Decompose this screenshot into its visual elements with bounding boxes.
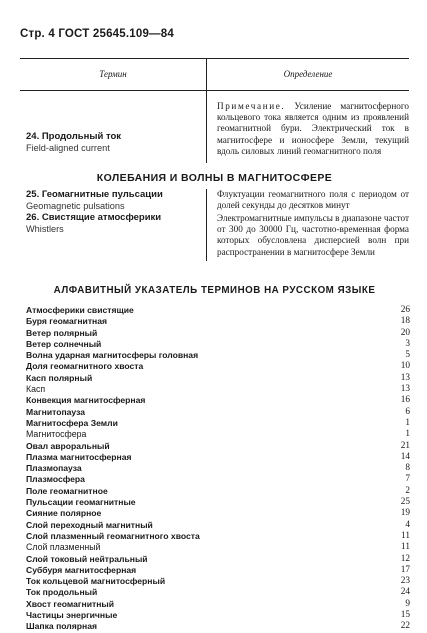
- index-number: 26: [400, 305, 410, 315]
- index-row: [26, 305, 410, 316]
- section-title: КОЛЕБАНИЯ И ВОЛНЫ В МАГНИТОСФЕРЕ: [96, 172, 333, 184]
- index-row: [26, 350, 410, 361]
- index-number: 12: [400, 553, 410, 564]
- column-header-term: Термин: [99, 69, 127, 79]
- index-term: Ветер полярный: [26, 327, 98, 338]
- index-term: Касп полярный: [26, 372, 93, 383]
- index-term: Хвост геомагнитный: [26, 598, 115, 609]
- index-term: Касп: [26, 384, 46, 395]
- index-row: [26, 361, 410, 372]
- index-number: 13: [400, 372, 410, 383]
- index-row: [26, 554, 410, 565]
- index-number: 20: [400, 327, 410, 338]
- page-header: Стр. 4 ГОСТ 25645.109—84: [20, 28, 174, 40]
- index-row: [26, 384, 410, 395]
- index-term: Магнитосфера: [26, 429, 87, 440]
- index-number: 1: [405, 417, 410, 428]
- index-row: [26, 418, 410, 429]
- term-25-ru: 25. Геомагнитные пульсации: [26, 189, 163, 200]
- index-term: Доля геомагнитного хвоста: [26, 361, 144, 372]
- index-term: Буря геомагнитная: [26, 316, 108, 327]
- index-row: [26, 373, 410, 384]
- index-term: Магнитосфера Земли: [26, 417, 118, 428]
- term-25-en: Geomagnetic pulsations: [26, 200, 125, 211]
- index-term: Шапка полярная: [26, 621, 98, 632]
- index-number: 11: [401, 530, 410, 541]
- index-term: Поле геомагнитное: [26, 485, 108, 496]
- index-number: 24: [400, 587, 410, 598]
- table-top-rule: [20, 58, 409, 59]
- index-row: [26, 587, 410, 598]
- alphabetical-index: [26, 305, 410, 633]
- index-number: 10: [400, 361, 410, 372]
- index-number: 2: [405, 485, 410, 496]
- index-number: 17: [400, 564, 410, 575]
- index-term: Овал авроральный: [26, 440, 110, 451]
- index-term: Магнитопауза: [26, 406, 86, 417]
- index-row: [26, 395, 410, 406]
- index-row: [26, 407, 410, 418]
- index-row: [26, 474, 410, 485]
- term-26-ru: 26. Свистящие атмосферики: [26, 212, 162, 223]
- index-term: Плазмопауза: [26, 463, 82, 474]
- index-row: [26, 610, 410, 621]
- definition-26: Электромагнитные импульсы в диапазоне частот от 300 до 30000 Гц, частотно-временная форма которых обусловлена дисперсией волн при распространении в магнитосфере Земли: [217, 213, 409, 257]
- index-row: [26, 599, 410, 610]
- index-term: Плазма магнитосферная: [26, 451, 132, 462]
- index-row: [26, 520, 410, 531]
- index-term: Сияние полярное: [26, 508, 102, 519]
- term-26-en: Whistlers: [26, 223, 64, 234]
- index-row: [26, 531, 410, 542]
- index-number: 21: [400, 440, 410, 451]
- index-row: [26, 463, 410, 474]
- index-term: Атмосферики свистящие: [26, 305, 134, 315]
- index-row: [26, 486, 410, 497]
- index-number: 25: [400, 497, 410, 508]
- index-number: 6: [405, 406, 410, 417]
- index-term: Ветер солнечный: [26, 338, 102, 349]
- index-term: Слой токовый нейтральный: [26, 553, 148, 564]
- index-row: [26, 339, 410, 350]
- index-row: [26, 328, 410, 339]
- index-row: [26, 452, 410, 463]
- index-row: [26, 621, 410, 632]
- index-number: 8: [405, 463, 410, 474]
- terms-table: [20, 58, 409, 283]
- index-term: Ток кольцевой магнитосферный: [26, 576, 166, 587]
- index-number: 16: [400, 395, 410, 406]
- index-row: [26, 576, 410, 587]
- note-lead: Примечание.: [217, 101, 286, 111]
- index-term: Конвекция магнитосферная: [26, 395, 146, 406]
- index-term: Слой плазменный геомагнитного хвоста: [26, 530, 200, 541]
- index-row: [26, 565, 410, 576]
- index-number: 19: [400, 508, 410, 519]
- index-row: [26, 497, 410, 508]
- index-number: 4: [405, 519, 410, 530]
- term-24-ru: 24. Продольный ток: [26, 131, 122, 142]
- index-number: 22: [400, 621, 410, 632]
- index-term: Слой плазменный: [26, 542, 101, 553]
- index-term: Суббуря магнитосферная: [26, 564, 137, 575]
- index-number: 15: [400, 610, 410, 621]
- table-header-rule: [20, 90, 409, 91]
- term-24-en: Field-aligned current: [26, 142, 110, 153]
- index-number: 7: [405, 474, 410, 485]
- note-body: Усиление магнитосферного кольцевого тока является одним из проявлений геомагнитной бури. Электрический ток в магнитосфере и ионосфере Земли, текущий вдоль силовых линий геомагнитного поля: [217, 101, 409, 156]
- index-row: [26, 316, 410, 327]
- index-row: [26, 441, 410, 452]
- index-term: Частицы энергичные: [26, 610, 118, 621]
- index-number: 11: [401, 542, 410, 553]
- index-number: 23: [400, 576, 410, 587]
- index-number: 13: [400, 384, 410, 395]
- column-header-definition: Определение: [283, 69, 333, 79]
- index-number: 9: [405, 598, 410, 609]
- index-term: Ток продольный: [26, 587, 98, 598]
- index-number: 3: [405, 338, 410, 349]
- definition-25: Флуктуации геомагнитного поля с периодом от долей секунды до десятков минут: [217, 189, 409, 211]
- term-24: [26, 131, 121, 154]
- index-number: 1: [405, 429, 410, 440]
- table-column-divider-lower: [206, 189, 207, 261]
- index-number: 18: [400, 316, 410, 327]
- index-number: 14: [400, 451, 410, 462]
- index-term: Пульсации геомагнитные: [26, 497, 136, 508]
- index-row: [26, 429, 410, 440]
- index-term: Слой переходный магнитный: [26, 519, 153, 530]
- index-term: Плазмосфера: [26, 474, 85, 485]
- index-term: Волна ударная магнитосферы головная: [26, 350, 199, 361]
- index-row: [26, 508, 410, 519]
- note-paragraph: [217, 101, 409, 157]
- term-25: [26, 189, 163, 235]
- index-number: 5: [405, 350, 410, 361]
- index-row: [26, 542, 410, 553]
- index-title: АЛФАВИТНЫЙ УКАЗАТЕЛЬ ТЕРМИНОВ НА РУССКОМ ЯЗЫКЕ: [53, 285, 376, 296]
